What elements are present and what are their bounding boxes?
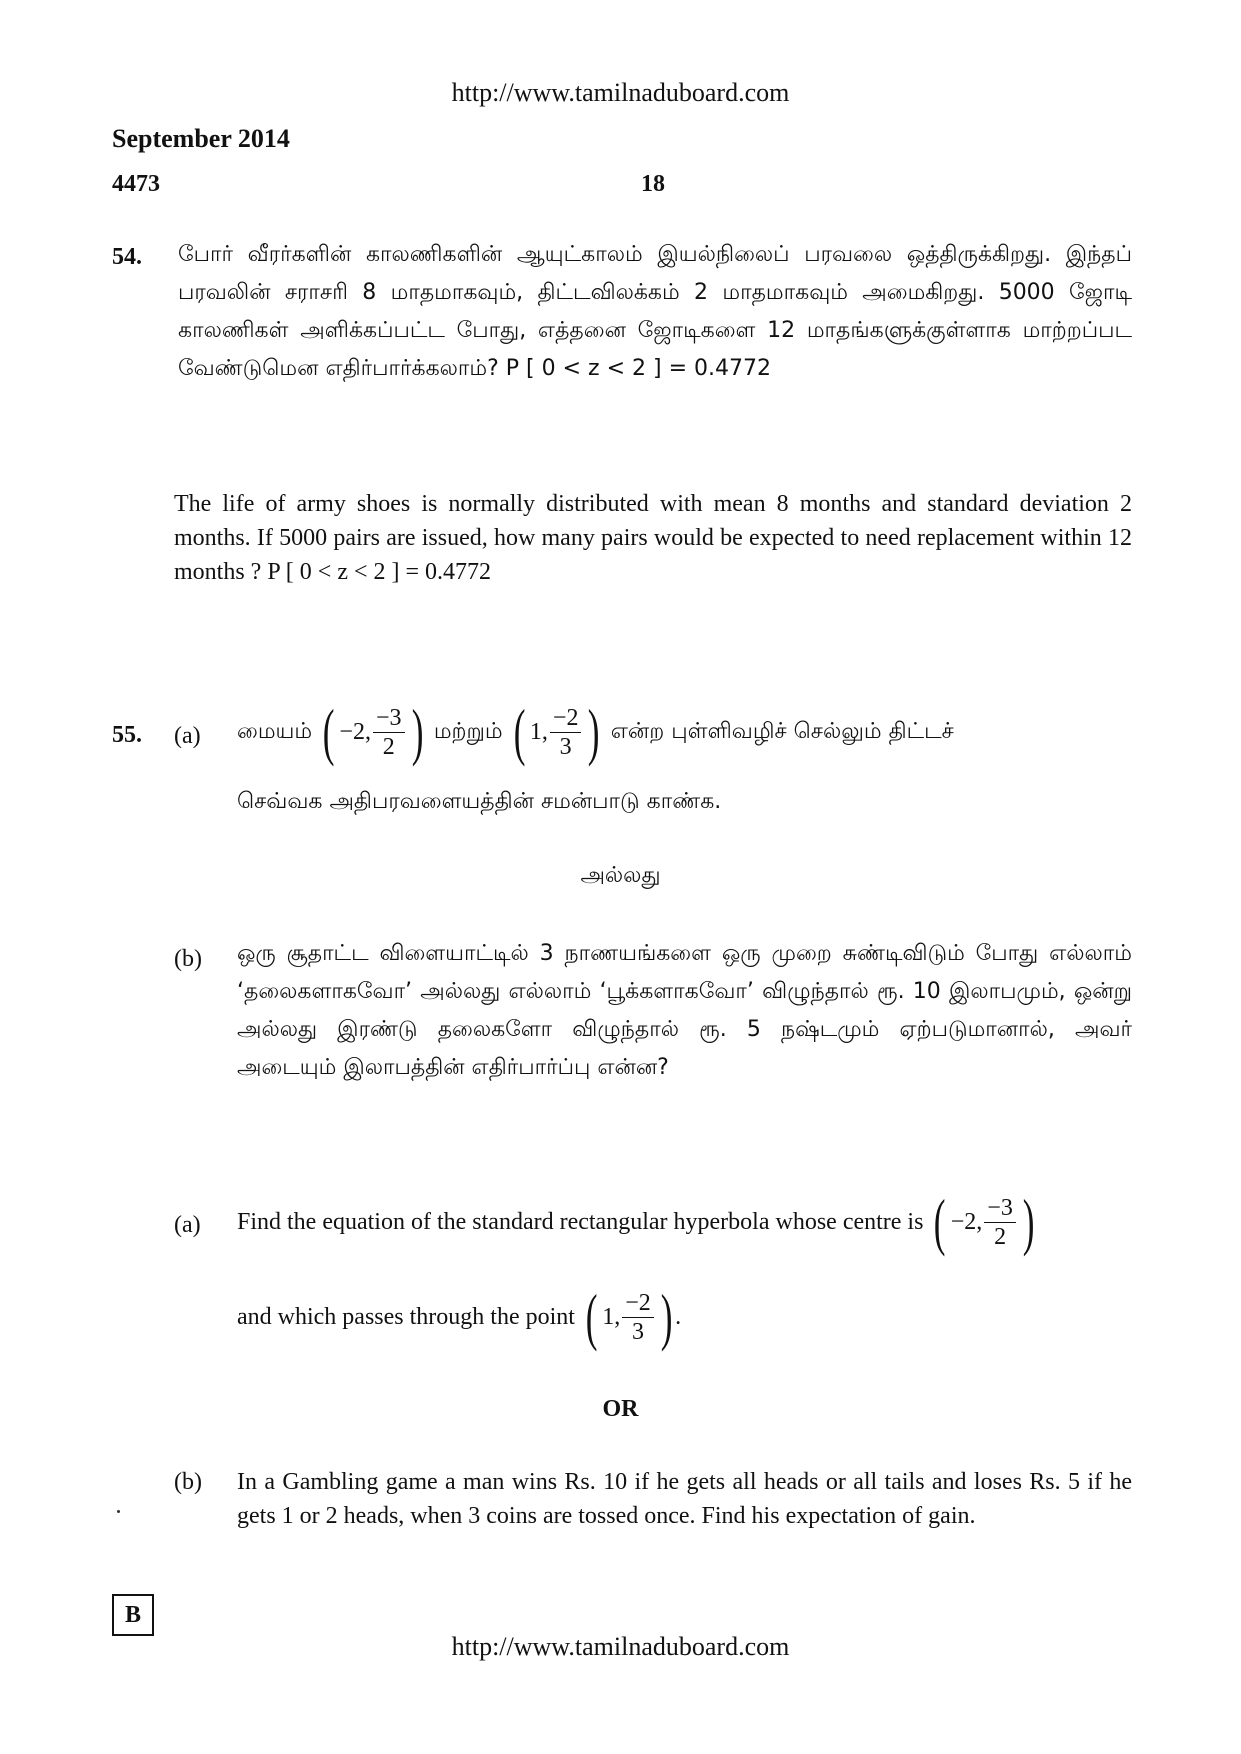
q55-tamil-a-line2: செவ்வக அதிபரவளையத்தின் சமன்பாடு காண்க. (237, 789, 722, 814)
q55-english-a-line2 (237, 1281, 682, 1352)
q55-tamil-part-a-label: (a) (174, 723, 201, 749)
point-fraction: $\frac{-2}{3}$ (550, 706, 582, 759)
question-55-number: 55. (112, 722, 142, 748)
english-a-period: . (675, 1304, 682, 1330)
paper-code: 4473 (112, 171, 160, 197)
q55-tamil-a-line1 (237, 696, 1137, 767)
tamil-a-mid: மற்றும் (433, 719, 503, 744)
english-a-line1-text: Find the equation of the standard rectangular hyperbola whose centre is (237, 1209, 924, 1235)
centre-point-en: ( −2, $\frac{-3}{2}$ ) (934, 1186, 1035, 1257)
q55-english-or: OR (602, 1396, 639, 1422)
tamil-a-post: என்ற புள்ளிவழிச் செல்லும் திட்டச் (610, 719, 954, 744)
q55-english-part-b-label: (b) (174, 1469, 202, 1495)
stray-dot (117, 1510, 120, 1513)
q55-english-b: In a Gambling game a man wins Rs. 10 if he gets all heads or all tails and loses Rs. 5 if he gets 1 or 2 heads, when 3 coins are tossed once. Find his expectation of gain. (237, 1469, 1132, 1529)
q55-english-part-a-label: (a) (174, 1212, 201, 1238)
q55-tamil-b: ஒரு சூதாட்ட விளையாட்டில் 3 நாணயங்களை ஒரு முறை சுண்டிவிடும் போது எல்லாம் ‘தலைகளாகவோ’ அல்லது எல்லாம் ‘பூக்களாகவோ’ விழுந்தால் ரூ. 10 இலாபமும், ஒன்று அல்லது இரண்டு தலைகளோ விழுந்தால் ரூ. 5 நஷ்டமும் ஏற்படுமானால், அவர் அடையும் இலாபத்தின் எதிர்பார்ப்பு என்ன? (237, 941, 1132, 1080)
english-a-line2-text: and which passes through the point (237, 1304, 575, 1330)
question-54-tamil: போர் வீரர்களின் காலணிகளின் ஆயுட்காலம் இயல்நிலைப் பரவலை ஒத்திருக்கிறது. இந்தப் பரவலின் சராசரி 8 மாதமாகவும், திட்டவிலக்கம் 2 மாதமாகவும் அமைகிறது. 5000 ஜோடி காலணிகள் அளிக்கப்பட்ட போது, எத்தனை ஜோடிகளை 12 மாதங்களுக்குள்ளாக மாற்றப்பட வேண்டுமென எதிர்பார்க்கலாம்? P [ 0 < z < 2 ] = 0.4772 (178, 242, 1132, 381)
question-54-number: 54. (112, 244, 142, 270)
booklet-letter-box: B (112, 1594, 154, 1636)
tamil-a-pre: மையம் (237, 719, 313, 744)
question-54-english: The life of army shoes is normally distributed with mean 8 months and standard deviation 2 months. If 5000 pairs are issued, how many pairs would be expected to need replacement within 12 months ? P [ 0 < z < 2 ] = 0.4772 (174, 491, 1132, 585)
point-fraction-en: $\frac{-2}{3}$ (622, 1291, 654, 1344)
centre-fraction-en: $\frac{-3}{2}$ (984, 1196, 1016, 1249)
page-number: 18 (641, 171, 665, 197)
url-top: http://www.tamilnaduboard.com (451, 78, 790, 107)
exam-session: September 2014 (112, 124, 290, 153)
q55-tamil-or: அல்லது (580, 863, 661, 888)
centre-fraction: $\frac{-3}{2}$ (373, 706, 405, 759)
url-bottom: http://www.tamilnaduboard.com (451, 1632, 790, 1661)
q55-tamil-part-b-label: (b) (174, 946, 202, 972)
centre-point: ( −2, $\frac{-3}{2}$ ) (322, 696, 424, 767)
point-en: ( 1, $\frac{-2}{3}$ ) (585, 1281, 673, 1352)
point: ( 1, $\frac{-2}{3}$ ) (513, 696, 600, 767)
q55-english-a-line1 (237, 1186, 1137, 1257)
